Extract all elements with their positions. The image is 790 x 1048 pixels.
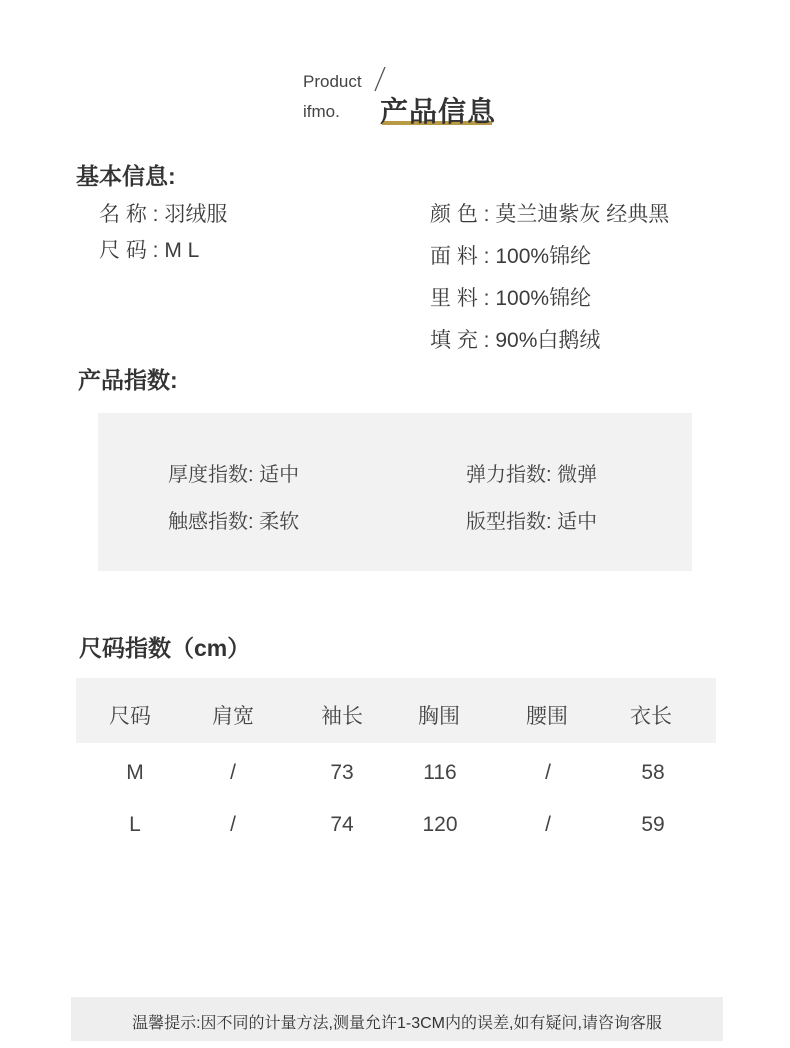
table-cell: /	[230, 761, 236, 784]
index-elasticity: 弹力指数: 微弹	[466, 464, 598, 486]
info-label: 尺 码	[99, 239, 147, 262]
table-cell: 116	[423, 761, 457, 784]
table-cell: 58	[641, 761, 665, 784]
size-table-title: 尺码指数（cm）	[79, 635, 251, 661]
table-cell: 73	[330, 761, 354, 784]
table-cell: /	[230, 813, 236, 836]
table-cell: 120	[422, 813, 458, 836]
table-header-cell: 袖长	[321, 705, 363, 728]
table-cell: 59	[641, 813, 665, 836]
index-fit: 版型指数: 适中	[466, 511, 598, 533]
footer-note: 温馨提示:因不同的计量方法,测量允许1-3CM内的误差,如有疑问,请咨询客服	[132, 1015, 662, 1032]
info-label: 颜 色	[430, 203, 478, 226]
table-cell: /	[545, 813, 551, 836]
info-value: 100%锦纶	[495, 287, 592, 310]
table-header-cell: 衣长	[630, 705, 672, 728]
table-cell: L	[129, 813, 141, 836]
index-thickness: 厚度指数: 适中	[168, 464, 300, 486]
info-value: 90%白鹅绒	[495, 329, 601, 352]
info-color: 颜 色 : 莫兰迪紫灰 经典黑	[430, 203, 670, 226]
table-header-cell: 胸围	[418, 705, 460, 728]
index-touch: 触感指数: 柔软	[168, 511, 300, 533]
info-fabric: 面 料 : 100%锦纶	[430, 245, 592, 268]
page-title: 产品信息	[380, 96, 497, 127]
product-index-box	[98, 413, 692, 571]
info-value: 莫兰迪紫灰 经典黑	[495, 203, 670, 226]
basic-info-title: 基本信息:	[76, 163, 176, 189]
table-header-cell: 肩宽	[212, 705, 254, 728]
info-label: 填 充	[430, 329, 478, 352]
table-header-cell: 腰围	[526, 705, 568, 728]
info-label: 里 料	[430, 287, 478, 310]
info-value: M L	[164, 239, 200, 262]
header-en-line2: ifmo.	[303, 102, 340, 121]
info-value: 羽绒服	[164, 203, 228, 226]
info-name: 名 称 : 羽绒服	[99, 203, 228, 226]
header-en-line1: Product	[303, 72, 362, 91]
info-lining: 里 料 : 100%锦纶	[430, 287, 592, 310]
product-index-title: 产品指数:	[78, 367, 178, 393]
table-cell: M	[126, 761, 144, 784]
info-value: 100%锦纶	[495, 245, 592, 268]
info-label: 面 料	[430, 245, 478, 268]
table-header-cell: 尺码	[109, 705, 151, 728]
table-cell: 74	[330, 813, 354, 836]
header-slash-decoration	[373, 66, 387, 92]
info-size: 尺 码 : M L	[99, 239, 200, 262]
table-cell: /	[545, 761, 551, 784]
info-filling: 填 充 : 90%白鹅绒	[430, 329, 601, 352]
info-label: 名 称	[99, 203, 147, 226]
